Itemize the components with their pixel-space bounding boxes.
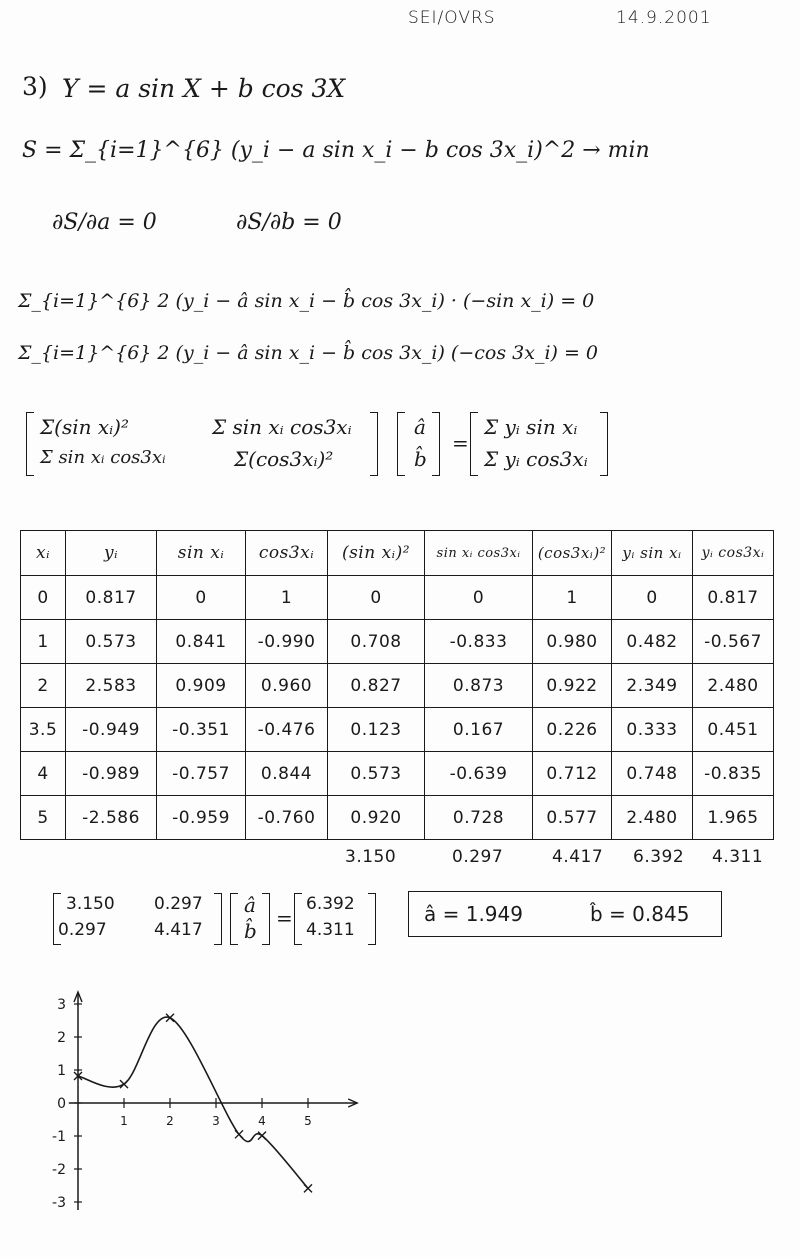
table-cell: 0.577 (533, 796, 612, 840)
right-bracket (214, 893, 222, 945)
table-cell: -0.757 (157, 752, 246, 796)
matrix-cell: 3.150 (66, 894, 115, 914)
table-header-row (21, 531, 774, 576)
table-cell: 0 (425, 576, 533, 620)
table-cell: 0.817 (66, 576, 157, 620)
right-bracket (370, 412, 378, 476)
table-cell: 2.480 (612, 796, 693, 840)
table-cell: 0.451 (693, 708, 774, 752)
table-cell: 0.873 (425, 664, 533, 708)
table-cell: 1 (246, 576, 328, 620)
partial-b: ∂S/∂b = 0 (236, 210, 342, 235)
x-tick-label: 5 (304, 1114, 312, 1128)
column-header: yᵢ cos3xᵢ (693, 531, 774, 576)
date: 14.9.2001 (616, 8, 712, 28)
data-point-marker (120, 1080, 128, 1088)
rhs-cell: Σ yᵢ cos3xᵢ (484, 447, 588, 471)
vector-a-hat: â (244, 893, 256, 917)
y-tick-label: 1 (57, 1063, 66, 1079)
table-cell: 0.922 (533, 664, 612, 708)
table-cell: 0.909 (157, 664, 246, 708)
table-cell: 4 (21, 752, 66, 796)
partial-a: ∂S/∂a = 0 (52, 210, 157, 235)
x-tick-label: 1 (120, 1114, 128, 1128)
a-hat-result: â = 1.949 (424, 902, 523, 926)
table-cell: -0.351 (157, 708, 246, 752)
data-point-marker (304, 1184, 312, 1192)
y-tick-label: 0 (57, 1096, 66, 1112)
sum-sin-squared: 3.150 (345, 847, 397, 867)
sum-sin-cos: 0.297 (452, 847, 504, 867)
equals-sign: = (452, 431, 469, 455)
model-equation: Y = a sin X + b cos 3X (62, 74, 346, 103)
left-bracket (230, 893, 238, 945)
b-hat-result: b̂ = 0.845 (590, 902, 690, 926)
table-cell: 1 (533, 576, 612, 620)
table-cell: 0.123 (328, 708, 425, 752)
table-cell: -0.949 (66, 708, 157, 752)
right-bracket (368, 893, 376, 945)
data-point-marker (235, 1130, 243, 1138)
matrix-cell: 0.297 (58, 920, 107, 940)
table-cell: 2.349 (612, 664, 693, 708)
table-row (21, 664, 774, 708)
rhs-cell: 6.392 (306, 894, 355, 914)
vector-b-hat: b̂ (244, 919, 257, 943)
left-bracket (397, 412, 405, 476)
y-tick-label: 3 (57, 997, 66, 1013)
course-code: SEI/OVRS (408, 8, 496, 28)
sum-y-sin: 6.392 (633, 847, 685, 867)
y-tick-label: -2 (52, 1162, 66, 1178)
y-tick-label: -1 (52, 1129, 66, 1145)
x-tick-label: 2 (166, 1114, 174, 1128)
matrix-cell: 4.417 (154, 920, 203, 940)
table-cell: 0.827 (328, 664, 425, 708)
left-bracket (26, 412, 34, 476)
table-cell: 0.482 (612, 620, 693, 664)
sum-y-cos: 4.311 (712, 847, 764, 867)
table-cell: 0.980 (533, 620, 612, 664)
column-header: xᵢ (21, 531, 66, 576)
table-cell: 1 (21, 620, 66, 664)
normal-equation-2: Σ_{i=1}^{6} 2 (y_i − â sin x_i − b̂ cos 3x_i) (−cos 3x_i) = 0 (18, 342, 599, 364)
column-header: sin xᵢ cos3xᵢ (425, 531, 533, 576)
table-cell: 0 (328, 576, 425, 620)
normal-equation-1: Σ_{i=1}^{6} 2 (y_i − â sin x_i − b̂ cos 3x_i) · (−sin x_i) = 0 (18, 290, 595, 312)
table-cell: -0.833 (425, 620, 533, 664)
matrix-cell: Σ sin xᵢ cos3xᵢ (40, 447, 166, 468)
table-row (21, 576, 774, 620)
table-cell: 0 (21, 576, 66, 620)
table-cell: -0.835 (693, 752, 774, 796)
rhs-cell: Σ yᵢ sin xᵢ (484, 415, 578, 439)
vector-a-hat: â (414, 415, 426, 439)
equals-sign: = (276, 906, 293, 930)
matrix-cell: Σ sin xᵢ cos3xᵢ (212, 415, 352, 439)
table-cell: 0.573 (328, 752, 425, 796)
table-cell: -0.990 (246, 620, 328, 664)
table-cell: -2.586 (66, 796, 157, 840)
matrix-cell: Σ(cos3xᵢ)² (234, 447, 334, 471)
table-cell: 2 (21, 664, 66, 708)
matrix-cell: Σ(sin xᵢ)² (40, 415, 129, 439)
column-header: yᵢ (66, 531, 157, 576)
table-cell: -0.476 (246, 708, 328, 752)
table-row (21, 796, 774, 840)
table-cell: 0.844 (246, 752, 328, 796)
problem-number: 3) (22, 72, 48, 101)
matrix-cell: 0.297 (154, 894, 203, 914)
table-cell: 0.728 (425, 796, 533, 840)
table-cell: 0.841 (157, 620, 246, 664)
rhs-cell: 4.311 (306, 920, 355, 940)
table-cell: -0.959 (157, 796, 246, 840)
column-header: sin xᵢ (157, 531, 246, 576)
left-bracket (294, 893, 302, 945)
table-cell: -0.989 (66, 752, 157, 796)
column-header: cos3xᵢ (246, 531, 328, 576)
table-cell: 0 (612, 576, 693, 620)
right-bracket (432, 412, 440, 476)
table-cell: 0.226 (533, 708, 612, 752)
y-tick-label: -3 (52, 1195, 66, 1211)
sum-cos-squared: 4.417 (552, 847, 604, 867)
table-cell: -0.567 (693, 620, 774, 664)
column-header: (cos3xᵢ)² (533, 531, 612, 576)
table-cell: 2.583 (66, 664, 157, 708)
left-bracket (470, 412, 478, 476)
plot-axes (69, 992, 357, 1210)
table-row (21, 620, 774, 664)
table-row (21, 708, 774, 752)
column-header: (sin xᵢ)² (328, 531, 425, 576)
table-cell: 0 (157, 576, 246, 620)
y-tick-label: 2 (57, 1030, 66, 1046)
table-cell: 0.712 (533, 752, 612, 796)
data-point-marker (258, 1132, 266, 1140)
table-cell: 0.920 (328, 796, 425, 840)
table-cell: 0.748 (612, 752, 693, 796)
fit-plot (40, 955, 380, 1250)
table-cell: 0.333 (612, 708, 693, 752)
table-cell: -0.639 (425, 752, 533, 796)
column-header: yᵢ sin xᵢ (612, 531, 693, 576)
x-tick-label: 3 (212, 1114, 220, 1128)
x-tick-label: 4 (258, 1114, 266, 1128)
table-cell: 0.167 (425, 708, 533, 752)
objective-equation: S = Σ_{i=1}^{6} (y_i − a sin x_i − b cos 3x_i)^2 → min (22, 138, 650, 163)
data-table (20, 530, 774, 840)
table-cell: 0.960 (246, 664, 328, 708)
table-cell: 3.5 (21, 708, 66, 752)
table-cell: 1.965 (693, 796, 774, 840)
table-cell: -0.760 (246, 796, 328, 840)
table-cell: 0.708 (328, 620, 425, 664)
vector-b-hat: b̂ (414, 447, 427, 471)
right-bracket (262, 893, 270, 945)
table-cell: 2.480 (693, 664, 774, 708)
table-cell: 0.573 (66, 620, 157, 664)
table-cell: 0.817 (693, 576, 774, 620)
right-bracket (600, 412, 608, 476)
table-row (21, 752, 774, 796)
table-cell: 5 (21, 796, 66, 840)
